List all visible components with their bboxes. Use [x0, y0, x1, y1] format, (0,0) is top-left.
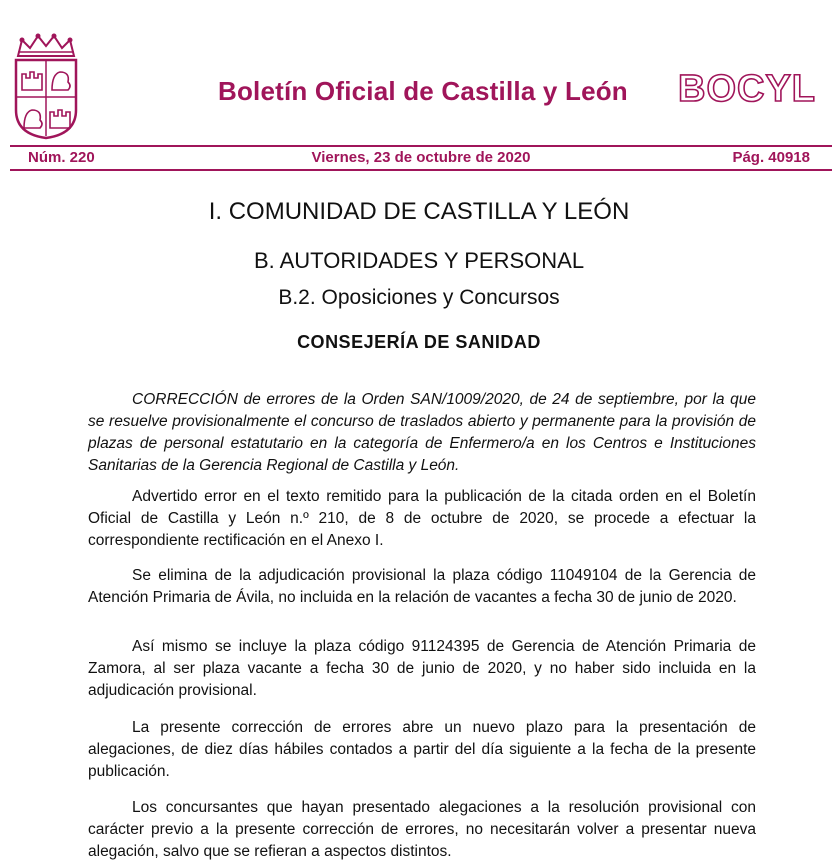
body-paragraph: Advertido error en el texto remitido para la publicación de la citada orden en el Boletín Oficial de Castilla y León n.º 210, de 8 de octubre de 2020, se procede a efectuar la correspondiente rectificación en el Anexo I. [88, 488, 756, 549]
page-number: Pág. 40918 [732, 149, 810, 166]
bocyl-logo [676, 68, 832, 108]
publication-title: Boletín Oficial de Castilla y León [218, 76, 628, 106]
body-block [88, 486, 756, 552]
intro-block [88, 389, 756, 477]
body-paragraph: Se elimina de la adjudicación provisional la plaza código 11049104 de la Gerencia de Atención Primaria de Ávila, no incluida en la relación de vacantes a fecha 30 de junio de 2020. [88, 567, 756, 606]
subsubsection-heading: B.2. Oposiciones y Concursos [278, 286, 560, 309]
body-paragraph: Los concursantes que hayan presentado alegaciones a la resolución provisional con carácter previo a la presente corrección de errores, no necesitarán volver a presentar nueva alegación, salvo que se refieran a aspectos distintos. [88, 799, 756, 860]
issue-number: Núm. 220 [28, 149, 95, 166]
bocyl-logo-text: BOCYL [678, 68, 816, 108]
body-block [88, 717, 756, 783]
body-paragraph: La presente corrección de errores abre un nuevo plazo para la presentación de alegaciones, de diez días hábiles contados a partir del día siguiente a la fecha de la presente publicación. [88, 719, 756, 780]
document-header [0, 0, 838, 166]
department-heading: CONSEJERÍA DE SANIDAD [297, 332, 541, 352]
body-block [88, 797, 756, 863]
subsection-heading: B. AUTORIDADES Y PERSONAL [253, 248, 585, 273]
body-paragraph: Así mismo se incluye la plaza código 91124395 de Gerencia de Atención Primaria de Zamora, al ser plaza vacante a fecha 30 de junio de 2020, y no haber sido incluida en la adjudicación provisional. [88, 638, 756, 699]
section-heading: I. COMUNIDAD DE CASTILLA Y LEÓN [208, 198, 630, 225]
coat-of-arms-icon [12, 30, 80, 140]
issue-info-bar [10, 145, 832, 171]
intro-paragraph: CORRECCIÓN de errores de la Orden SAN/1009/2020, de 24 de septiembre, por la que se resuelve provisionalmente el concurso de traslados abierto y permanente para la provisión de plazas de personal estatutario en la categoría de Enfermero/a en los Centros e Instituciones Sanitarias de la Gerencia Regional de Castilla y León. [88, 391, 756, 474]
body-block [88, 636, 756, 702]
body-block [88, 565, 756, 609]
issue-date: Viernes, 23 de octubre de 2020 [311, 149, 531, 166]
